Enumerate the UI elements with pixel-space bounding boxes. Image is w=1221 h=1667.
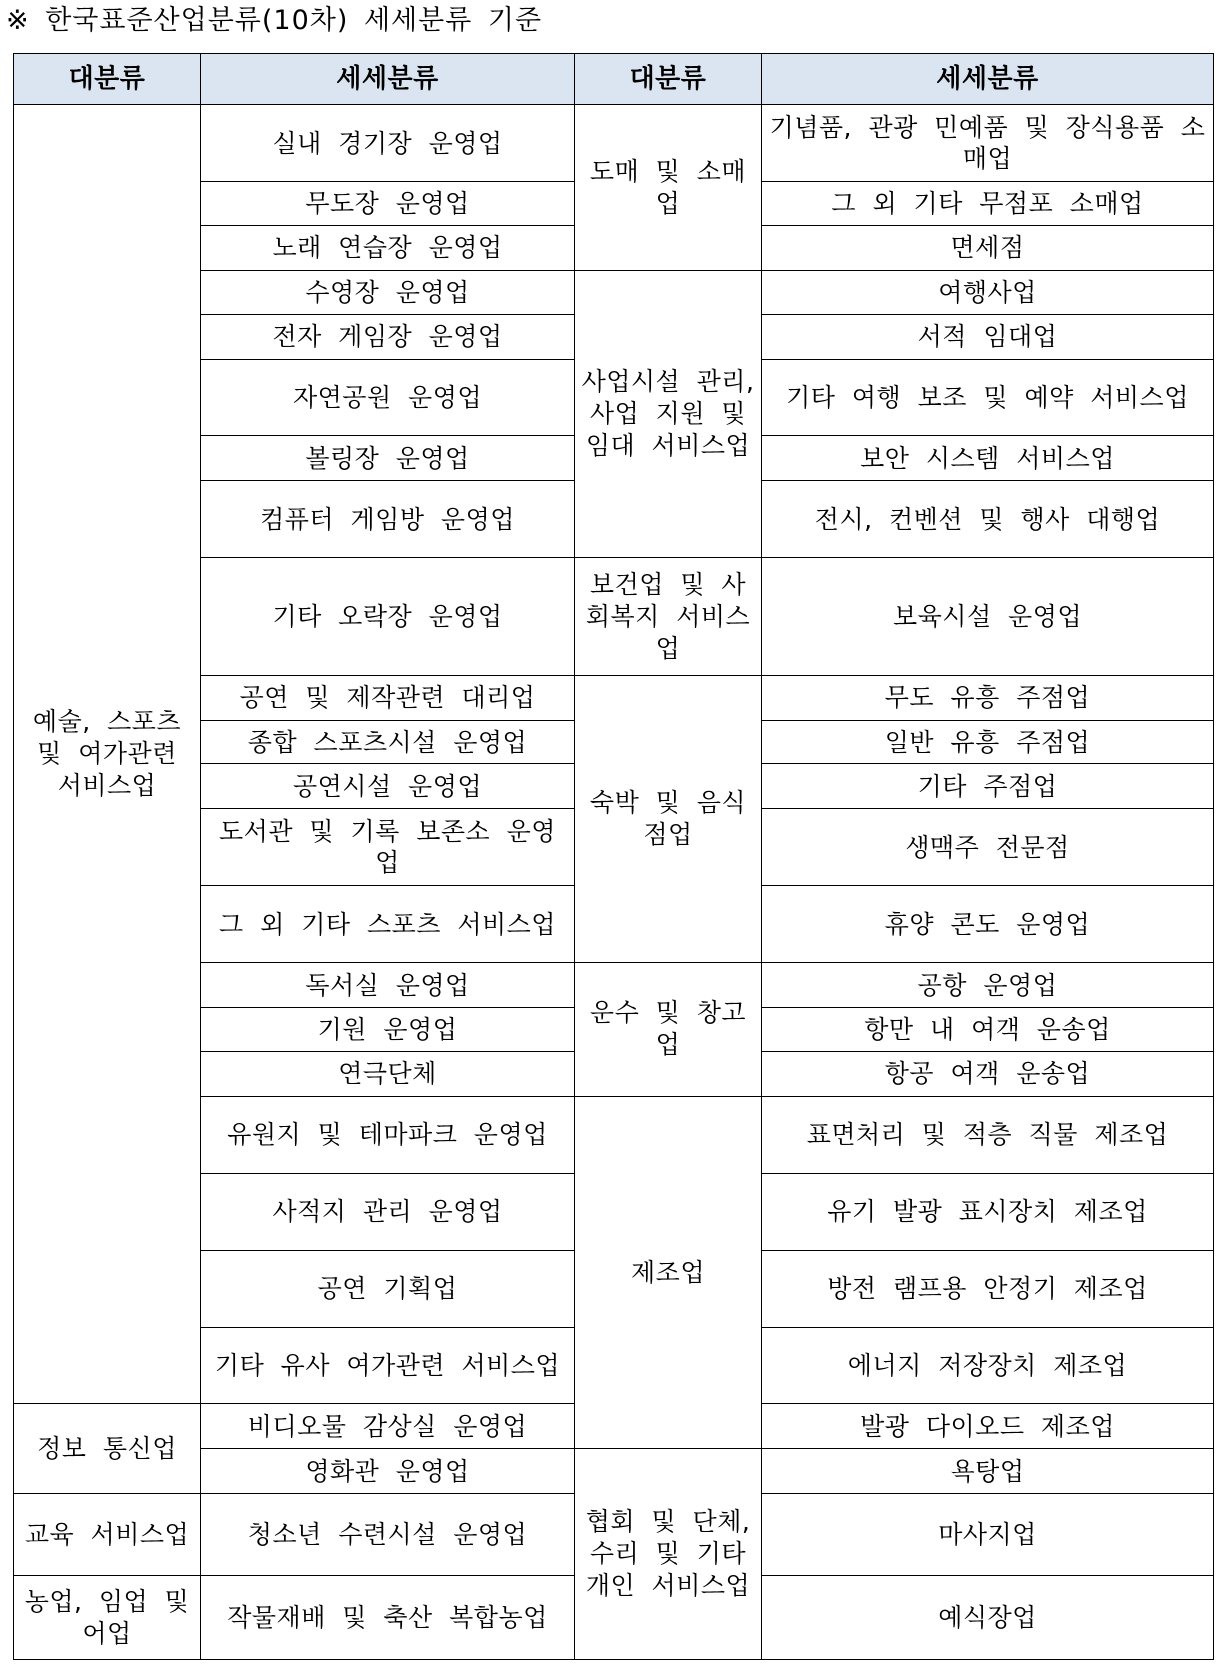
sub-category: 비디오물 감상실 운영업 — [201, 1404, 575, 1449]
major-category: 협회 및 단체, 수리 및 기타 개인 서비스업 — [575, 1449, 762, 1660]
header-row — [14, 54, 1214, 105]
sub-category: 일반 유흥 주점업 — [762, 720, 1214, 764]
major-category: 사업시설 관리, 사업 지원 및 임대 서비스업 — [575, 270, 762, 557]
header-sub-category: 세세분류 — [201, 54, 575, 105]
sub-category: 청소년 수련시설 운영업 — [201, 1494, 575, 1576]
sub-category: 무도 유흥 주점업 — [762, 675, 1214, 720]
sub-category: 공항 운영업 — [762, 963, 1214, 1008]
sub-category: 공연 기획업 — [201, 1250, 575, 1327]
table-row — [14, 105, 1214, 182]
sub-category: 연극단체 — [201, 1051, 575, 1096]
sub-category: 방전 램프용 안정기 제조업 — [762, 1250, 1214, 1327]
major-category: 운수 및 창고업 — [575, 963, 762, 1097]
sub-category: 마사지업 — [762, 1494, 1214, 1576]
sub-category: 작물재배 및 축산 복합농업 — [201, 1576, 575, 1660]
sub-category: 기타 유사 여가관련 서비스업 — [201, 1327, 575, 1404]
sub-category: 그 외 기타 스포츠 서비스업 — [201, 886, 575, 963]
sub-category: 영화관 운영업 — [201, 1449, 575, 1494]
sub-category: 기원 운영업 — [201, 1008, 575, 1052]
sub-category: 면세점 — [762, 226, 1214, 271]
sub-category: 실내 경기장 운영업 — [201, 105, 575, 182]
sub-category: 기타 주점업 — [762, 764, 1214, 809]
sub-category: 발광 다이오드 제조업 — [762, 1404, 1214, 1449]
sub-category: 보육시설 운영업 — [762, 558, 1214, 676]
classification-table — [13, 53, 1214, 1660]
sub-category: 서적 임대업 — [762, 314, 1214, 359]
sub-category: 공연 및 제작관련 대리업 — [201, 675, 575, 720]
sub-category: 그 외 기타 무점포 소매업 — [762, 182, 1214, 226]
sub-category: 자연공원 운영업 — [201, 359, 575, 436]
sub-category: 노래 연습장 운영업 — [201, 226, 575, 271]
sub-category: 컴퓨터 게임방 운영업 — [201, 481, 575, 558]
sub-category: 욕탕업 — [762, 1449, 1214, 1494]
major-category: 교육 서비스업 — [14, 1494, 201, 1576]
sub-category: 기타 오락장 운영업 — [201, 558, 575, 676]
sub-category: 볼링장 운영업 — [201, 436, 575, 481]
sub-category: 기념품, 관광 민예품 및 장식용품 소매업 — [762, 105, 1214, 182]
sub-category: 에너지 저장장치 제조업 — [762, 1327, 1214, 1404]
major-category: 제조업 — [575, 1096, 762, 1449]
sub-category: 기타 여행 보조 및 예약 서비스업 — [762, 359, 1214, 436]
sub-category: 휴양 콘도 운영업 — [762, 886, 1214, 963]
page-title: ※ 한국표준산업분류(10차) 세세분류 기준 — [6, 5, 543, 36]
sub-category: 종합 스포츠시설 운영업 — [201, 720, 575, 764]
major-category: 정보 통신업 — [14, 1404, 201, 1494]
major-category: 예술, 스포츠 및 여가관련 서비스업 — [14, 105, 201, 1404]
sub-category: 예식장업 — [762, 1576, 1214, 1660]
header-major-category: 대분류 — [575, 54, 762, 105]
sub-category: 생맥주 전문점 — [762, 809, 1214, 886]
sub-category: 전자 게임장 운영업 — [201, 314, 575, 359]
sub-category: 표면처리 및 적층 직물 제조업 — [762, 1096, 1214, 1173]
major-category: 숙박 및 음식점업 — [575, 675, 762, 962]
sub-category: 무도장 운영업 — [201, 182, 575, 226]
sub-category: 여행사업 — [762, 270, 1214, 314]
sub-category: 도서관 및 기록 보존소 운영업 — [201, 809, 575, 886]
header-sub-category: 세세분류 — [762, 54, 1214, 105]
sub-category: 독서실 운영업 — [201, 963, 575, 1008]
major-category: 농업, 임업 및 어업 — [14, 1576, 201, 1660]
major-category: 도매 및 소매업 — [575, 105, 762, 271]
sub-category: 유기 발광 표시장치 제조업 — [762, 1173, 1214, 1250]
sub-category: 항공 여객 운송업 — [762, 1051, 1214, 1096]
sub-category: 공연시설 운영업 — [201, 764, 575, 809]
sub-category: 전시, 컨벤션 및 행사 대행업 — [762, 481, 1214, 558]
sub-category: 항만 내 여객 운송업 — [762, 1008, 1214, 1052]
major-category: 보건업 및 사회복지 서비스업 — [575, 558, 762, 676]
sub-category: 수영장 운영업 — [201, 270, 575, 314]
sub-category: 유원지 및 테마파크 운영업 — [201, 1096, 575, 1173]
sub-category: 보안 시스템 서비스업 — [762, 436, 1214, 481]
header-major-category: 대분류 — [14, 54, 201, 105]
sub-category: 사적지 관리 운영업 — [201, 1173, 575, 1250]
